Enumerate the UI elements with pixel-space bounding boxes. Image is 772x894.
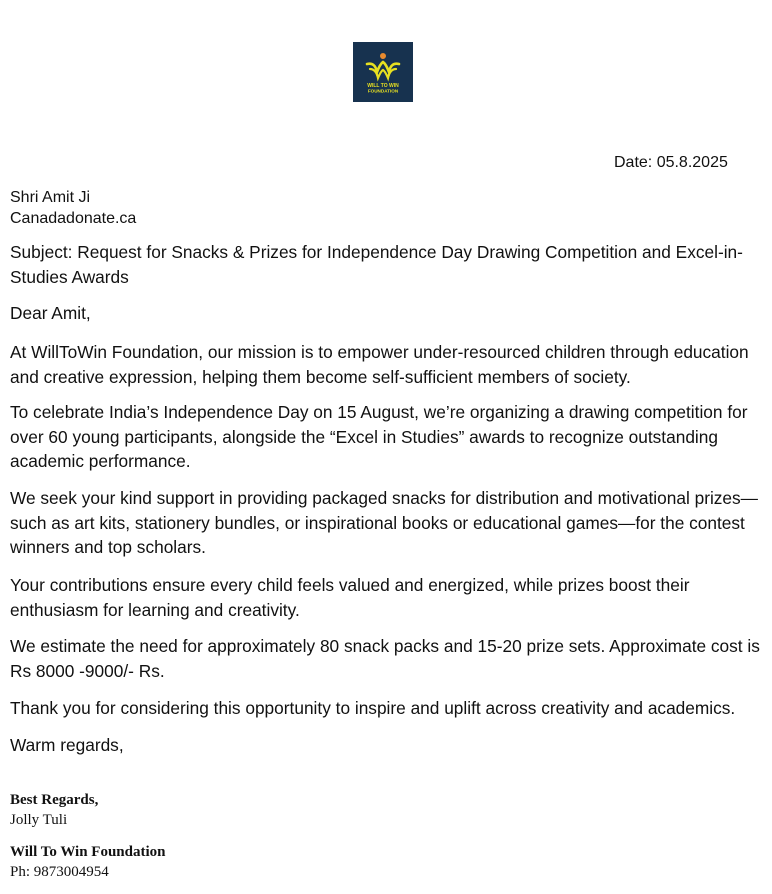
- signature-block: [10, 790, 166, 882]
- recipient-organization: Canadadonate.ca: [10, 210, 137, 227]
- paragraph-impact: Your contributions ensure every child feels valued and energized, while prizes boost their enthusiasm for learning and creativity.: [10, 575, 690, 620]
- paragraph-event: To celebrate India’s Independence Day on 15 August, we’re organizing a drawing competition for over 60 young participants, alongside the “Excel in Studies” awards to recognize outstanding academic performance.: [10, 402, 748, 472]
- recipient-name: Shri Amit Ji: [10, 189, 91, 206]
- letter-date: Date: 05.8.2025: [614, 154, 728, 171]
- letter-greeting: Dear Amit,: [10, 303, 91, 323]
- signature-organization: Will To Win Foundation: [10, 844, 166, 860]
- signature-phone: Ph: 9873004954: [10, 864, 109, 880]
- foundation-logo: [353, 42, 413, 102]
- paragraph-mission: At WillToWin Foundation, our mission is to empower under-resourced children through education and creative expression, helping them become self-sufficient members of society.: [10, 342, 749, 387]
- paragraph-thanks: Thank you for considering this opportunity to inspire and uplift across creativity and academics.: [10, 698, 736, 718]
- letter-subject: Subject: Request for Snacks & Prizes for Independence Day Drawing Competition and Excel-in-Studies Awards: [10, 242, 743, 287]
- paragraph-request: We seek your kind support in providing packaged snacks for distribution and motivational prizes—such as art kits, stationery bundles, or inspirational books or educational games—for the contest winners and top scholars.: [10, 488, 758, 558]
- svg-text:FOUNDATION: FOUNDATION: [367, 88, 399, 94]
- signature-sign-off: Best Regards,: [10, 792, 99, 808]
- paragraph-estimate: We estimate the need for approximately 80 snack packs and 15-20 prize sets. Approximate cost is Rs 8000 -9000/- Rs.: [10, 636, 760, 681]
- svg-text:WILL TO WIN: WILL TO WIN: [367, 83, 399, 89]
- signature-name: Jolly Tuli: [10, 812, 68, 828]
- letter-closing: Warm regards,: [10, 735, 124, 755]
- recipient-block: [10, 187, 136, 229]
- will-to-win-logo-icon: [353, 42, 413, 102]
